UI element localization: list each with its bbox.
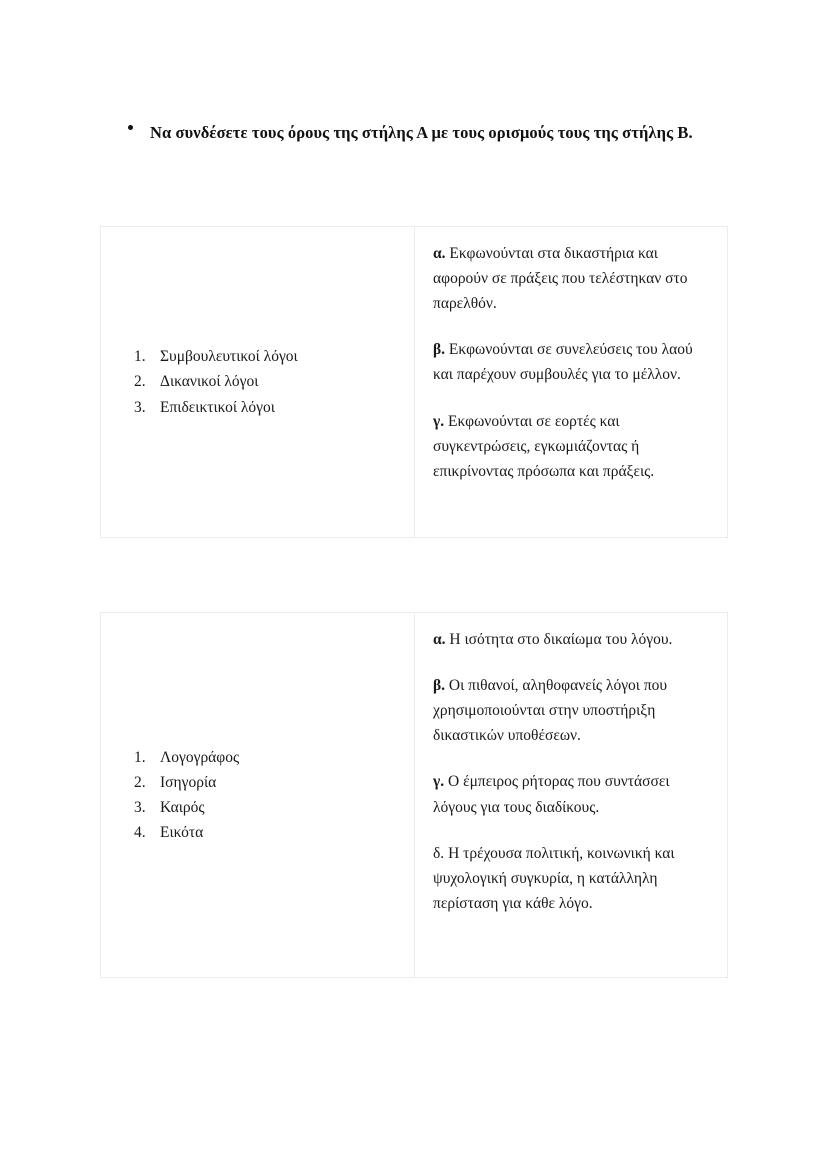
definition-marker: α. (433, 631, 446, 648)
definitions-column-1 (415, 227, 727, 537)
term-number: 1. (134, 748, 146, 766)
definition-item[interactable] (433, 241, 707, 316)
term-item[interactable] (123, 344, 400, 369)
terms-column-1 (101, 227, 415, 537)
term-list-1 (123, 344, 400, 420)
term-item[interactable] (123, 770, 400, 795)
definition-item[interactable] (433, 409, 707, 484)
definition-text: Η ισότητα στο δικαίωμα του λόγου. (449, 631, 673, 648)
term-label: Ισηγορία (160, 773, 217, 791)
term-number: 2. (134, 773, 146, 791)
definition-marker: α. (433, 245, 446, 262)
term-item[interactable] (123, 745, 400, 770)
term-item[interactable] (123, 820, 400, 845)
definition-item[interactable] (433, 673, 707, 748)
term-list-2 (123, 745, 400, 846)
definition-item[interactable] (433, 769, 707, 819)
definition-marker: β. (433, 341, 446, 359)
term-label: Λογογράφος (160, 748, 240, 766)
term-label: Επιδεικτικοί λόγοι (160, 398, 275, 416)
term-label: Καιρός (160, 799, 205, 816)
definitions-column-2 (415, 613, 727, 977)
matching-table-2 (100, 612, 728, 978)
definition-item[interactable] (433, 841, 707, 916)
matching-table-1 (100, 226, 728, 538)
definition-text: Ο έμπειρος ρήτορας που συντάσσει λόγους για τους διαδίκους. (433, 773, 670, 816)
term-number: 1. (134, 348, 146, 366)
instruction-list-item (100, 120, 730, 146)
term-number: 4. (134, 824, 146, 842)
definition-marker: γ. (433, 773, 445, 791)
definition-text: Η τρέχουσα πολιτική, κοινωνική και ψυχολογική συγκυρία, η κατάλληλη περίσταση για κάθε λόγο. (433, 844, 675, 912)
term-item[interactable] (123, 369, 400, 394)
term-number: 3. (134, 398, 146, 416)
definition-marker: β. (433, 677, 446, 695)
term-item[interactable] (123, 795, 400, 820)
instruction-block (100, 120, 730, 146)
bullet-icon (128, 125, 133, 130)
definition-item[interactable] (433, 627, 707, 652)
terms-column-2 (101, 613, 415, 977)
term-label: Δικανικοί λόγοι (160, 373, 259, 391)
term-label: Συμβουλευτικοί λόγοι (160, 348, 298, 366)
instruction-list (100, 120, 730, 146)
definition-text: Εκφωνούνται σε συνελεύσεις του λαού και παρέχουν συμβουλές για το μέλλον. (433, 341, 693, 384)
definition-marker: γ. (433, 412, 445, 430)
term-number: 2. (134, 373, 146, 391)
definition-text: Εκφωνούνται σε εορτές και συγκεντρώσεις, εγκωμιάζοντας ή επικρίνοντας πρόσωπα και πράξεις. (433, 412, 655, 480)
definition-marker: δ. (433, 844, 445, 862)
definition-text: Εκφωνούνται στα δικαστήρια και αφορούν σε πράξεις που τελέστηκαν στο παρελθόν. (433, 245, 688, 313)
definition-text: Οι πιθανοί, αληθοφανείς λόγοι που χρησιμοποιούνται στην υποστήριξη δικαστικών υποθέσεων. (433, 677, 668, 745)
term-item[interactable] (123, 395, 400, 420)
term-number: 3. (134, 799, 146, 816)
definition-item[interactable] (433, 337, 707, 387)
instruction-text: Να συνδέσετε τους όρους της στήλης Α με τους ορισμούς τους της στήλης Β. (150, 123, 693, 142)
term-label: Εικότα (160, 824, 204, 842)
